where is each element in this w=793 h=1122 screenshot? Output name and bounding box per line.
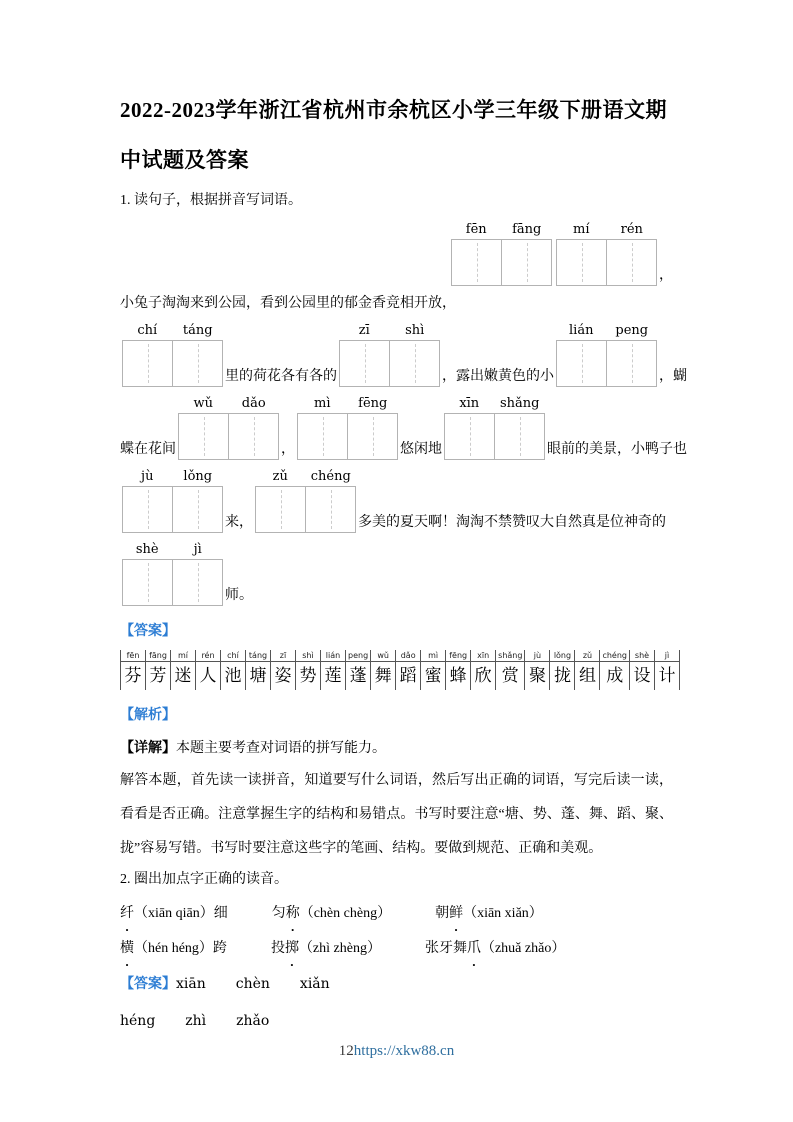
answer-character: 组	[578, 666, 596, 685]
pinyin-syllable: shì	[405, 323, 425, 338]
answer-cell	[270, 650, 295, 690]
sentence-text: 里的荷花各有各的	[225, 369, 337, 384]
pinyin-label	[556, 322, 657, 340]
answer-character: 芳	[149, 666, 167, 685]
pinyin-syllable: jì	[193, 542, 202, 557]
pinyin-syllable: dǎo	[241, 396, 266, 411]
sentence-text: 来，	[225, 515, 253, 530]
dotted-character: 横	[120, 941, 134, 956]
sentence-text: ，露出嫩黄色的小	[442, 369, 554, 384]
writing-cell	[557, 240, 607, 285]
pinyin-writing-grid	[297, 395, 398, 460]
answer-pinyin-value: xiǎn	[299, 976, 330, 992]
q1-answer-strip	[120, 650, 680, 690]
answer-pinyin: mì	[421, 650, 445, 662]
q2-rows	[120, 903, 673, 960]
writing-cell	[173, 560, 222, 605]
answer-cell	[295, 650, 320, 690]
answer-character: 蓬	[349, 666, 367, 685]
writing-cell	[607, 341, 656, 386]
writing-cell	[607, 240, 656, 285]
answer-cell	[370, 650, 395, 690]
writing-boxes	[451, 239, 552, 286]
answer-character: 池	[224, 666, 242, 685]
pinyin-label	[122, 322, 223, 340]
writing-cell	[452, 240, 502, 285]
answer-pinyin: wǔ	[371, 650, 395, 662]
sentence-text: 蝶在花间	[120, 442, 176, 457]
answer-character: 蜂	[449, 666, 467, 685]
answer-character: 芬	[124, 666, 142, 685]
pinyin-syllable: xīn	[459, 396, 480, 411]
answer-pinyin: rén	[196, 650, 220, 662]
pronunciation-choice	[272, 906, 391, 921]
pinyin-syllable: mì	[314, 396, 331, 411]
writing-cell	[123, 341, 173, 386]
sentence-text: ，	[281, 442, 295, 457]
pronunciation-choice	[120, 906, 228, 921]
q1-analysis-label: 【解析】	[120, 708, 176, 723]
page-title: 2022-2023学年浙江省杭州市余杭区小学三年级下册语文期中试题及答案	[120, 98, 667, 172]
answer-pinyin-value: chèn	[235, 976, 270, 992]
writing-boxes	[444, 413, 545, 460]
answer-character: 欣	[474, 666, 492, 685]
pinyin-syllable: fāng	[512, 222, 542, 237]
answer-character: 莲	[324, 666, 342, 685]
answer-pinyin: jù	[525, 650, 549, 662]
writing-cell	[173, 487, 222, 532]
writing-cell	[557, 341, 607, 386]
answer-pinyin: lián	[321, 650, 345, 662]
answer-pinyin-value: héng	[120, 1013, 156, 1029]
question-sentence-line	[120, 322, 687, 387]
answer-character: 计	[658, 666, 676, 685]
q2-option-line	[120, 903, 673, 925]
pinyin-syllable: táng	[182, 323, 213, 338]
answer-pinyin: shè	[630, 650, 654, 662]
answer-cell	[654, 650, 680, 690]
answer-cell	[599, 650, 629, 690]
answer-pinyin: jì	[655, 650, 679, 662]
sentence-text: 师。	[225, 588, 253, 603]
pinyin-syllable: peng	[615, 323, 649, 338]
writing-boxes	[556, 239, 657, 286]
q1-prompt: 1. 读句子，根据拼音写词语。	[120, 193, 302, 208]
pinyin-syllable: chéng	[310, 469, 351, 484]
answer-pinyin: dǎo	[396, 650, 420, 662]
question-sentence-line	[120, 294, 673, 314]
answer-pinyin: chí	[221, 650, 245, 662]
pinyin-syllable: shǎng	[500, 396, 540, 411]
question-sentence-line	[120, 468, 673, 533]
q1-detail-line	[120, 738, 673, 760]
pinyin-syllable: wǔ	[193, 396, 213, 411]
answer-character: 蜜	[424, 666, 442, 685]
pinyin-writing-grid	[339, 322, 440, 387]
answer-pinyin: fēn	[121, 650, 145, 662]
dotted-character: 爪	[466, 941, 481, 956]
plain-text: 匀	[271, 906, 286, 921]
writing-cell	[256, 487, 306, 532]
q2-answers-row-0	[176, 977, 360, 992]
pinyin-writing-grid	[451, 221, 552, 286]
answer-cell	[120, 650, 145, 690]
q2-option-line	[120, 938, 673, 960]
q1-explanation-paragraph: 解答本题，首先读一读拼音，知道要写什么词语，然后写出正确的词语，写完后读一读，看看是否正确。注意掌握生字的结构和易错点。书写时要注意“塘、势、蓬、舞、蹈、聚、拢”容易写错。书写时要注意这些字的笔画、结构。要做到规范、正确和美观。	[120, 773, 673, 856]
answer-cell	[574, 650, 599, 690]
watermark-link[interactable]: https://xkw88.cn	[353, 1043, 455, 1059]
answer-cell	[420, 650, 445, 690]
sentence-text: 小兔子淘淘来到公园，看到公园里的郁金香竞相开放，	[120, 296, 456, 311]
answer-pinyin: peng	[348, 651, 369, 660]
pinyin-writing-grid	[444, 395, 545, 460]
q2-answers-row-1	[120, 1014, 299, 1029]
answer-cell	[549, 650, 574, 690]
pinyin-writing-grid	[255, 468, 356, 533]
answer-character: 塘	[249, 666, 267, 685]
writing-cell	[123, 560, 173, 605]
answer-pinyin: xīn	[471, 650, 495, 662]
pinyin-syllable: lián	[569, 323, 594, 338]
q1-answer-label: 【答案】	[120, 624, 176, 639]
answer-character: 成	[606, 666, 624, 685]
answer-pinyin: lǒng	[550, 650, 574, 662]
sentence-text: 眼前的美景，小鸭子也	[547, 442, 687, 457]
q1-rows	[120, 221, 687, 606]
pinyin-label	[556, 221, 657, 239]
answer-cell	[470, 650, 495, 690]
sentence-text: ，	[659, 268, 673, 283]
answer-character: 蹈	[399, 666, 417, 685]
answer-character: 拢	[553, 666, 571, 685]
writing-boxes	[178, 413, 279, 460]
answer-character: 姿	[274, 666, 292, 685]
pinyin-writing-grid	[122, 468, 223, 533]
pronunciation-choice	[120, 941, 227, 956]
writing-boxes	[339, 340, 440, 387]
writing-cell	[229, 414, 278, 459]
pinyin-syllable: shè	[135, 542, 159, 557]
answer-cell	[345, 650, 370, 690]
answer-character: 赏	[501, 666, 519, 685]
pinyin-label	[122, 468, 223, 486]
writing-boxes	[255, 486, 356, 533]
q2-answer-line-2	[120, 1011, 673, 1032]
plain-text: （zhuǎ zhǎo）	[480, 941, 566, 956]
dotted-character: 纤	[120, 906, 134, 921]
pinyin-label	[451, 221, 552, 239]
pinyin-syllable: fēn	[465, 222, 487, 237]
pinyin-label	[444, 395, 545, 413]
q2-prompt: 2. 圈出加点字正确的读音。	[120, 872, 288, 887]
pinyin-syllable: rén	[620, 222, 643, 237]
answer-character: 人	[199, 666, 217, 685]
answer-pinyin: zǔ	[575, 650, 599, 662]
answer-pinyin: shì	[296, 650, 320, 662]
writing-boxes	[556, 340, 657, 387]
pinyin-syllable: mí	[573, 222, 590, 237]
answer-pinyin: chéng	[602, 651, 627, 660]
writing-cell	[173, 341, 222, 386]
writing-boxes	[122, 559, 223, 606]
writing-boxes	[122, 340, 223, 387]
answer-cell	[524, 650, 549, 690]
writing-cell	[298, 414, 348, 459]
pronunciation-choice	[435, 906, 543, 921]
plain-text: 投	[270, 941, 285, 956]
writing-cell	[502, 240, 551, 285]
answer-pinyin: táng	[246, 650, 270, 662]
answer-character: 迷	[174, 666, 192, 685]
answer-pinyin-value: zhǎo	[236, 1013, 270, 1029]
answer-character: 势	[299, 666, 317, 685]
plain-text: （hén héng）跨	[134, 941, 227, 956]
pinyin-writing-grid	[178, 395, 279, 460]
answer-pinyin-value: xiān	[176, 976, 206, 992]
pronunciation-choice	[425, 941, 565, 956]
plain-text: 朝	[435, 906, 450, 921]
writing-cell	[445, 414, 495, 459]
pinyin-label	[178, 395, 279, 413]
answer-cell	[245, 650, 270, 690]
answer-pinyin: mí	[171, 650, 195, 662]
writing-cell	[340, 341, 390, 386]
pinyin-writing-grid	[556, 221, 657, 286]
writing-cell	[495, 414, 544, 459]
writing-cell	[306, 487, 355, 532]
answer-pinyin: shǎng	[498, 651, 523, 660]
pinyin-writing-grid	[122, 322, 223, 387]
q2-answer-label: 【答案】	[120, 977, 176, 992]
question-sentence-line	[120, 541, 673, 606]
detail-text: 本题主要考查对词语的拼写能力。	[176, 741, 386, 756]
answer-cell	[220, 650, 245, 690]
pinyin-label	[122, 541, 223, 559]
pronunciation-choice	[271, 941, 381, 956]
question-sentence-line	[120, 221, 673, 286]
plain-text: （xiān qiān）细	[134, 906, 228, 921]
pinyin-syllable: zǔ	[272, 469, 288, 484]
sentence-text: ，蝴	[659, 369, 687, 384]
plain-text: 张牙舞	[424, 941, 467, 956]
answer-cell	[145, 650, 170, 690]
sentence-text: 悠闲地	[400, 442, 442, 457]
page-number: 12	[338, 1043, 354, 1059]
detail-label: 【详解】	[120, 741, 176, 756]
dotted-character: 掷	[284, 941, 299, 956]
pinyin-label	[255, 468, 356, 486]
answer-pinyin-value: zhì	[185, 1013, 207, 1029]
answer-character: 聚	[528, 666, 546, 685]
writing-cell	[390, 341, 439, 386]
answer-pinyin: zī	[271, 650, 295, 662]
pinyin-syllable: jù	[141, 469, 154, 484]
pinyin-label	[339, 322, 440, 340]
page-footer	[0, 1042, 793, 1060]
q2-answer-line-1	[120, 974, 673, 995]
writing-cell	[179, 414, 229, 459]
answer-cell	[629, 650, 654, 690]
dotted-character: 鲜	[449, 906, 464, 921]
writing-boxes	[297, 413, 398, 460]
pinyin-syllable: zī	[358, 323, 370, 338]
answer-character: 舞	[374, 666, 392, 685]
pinyin-syllable: fēng	[358, 396, 388, 411]
pinyin-writing-grid	[556, 322, 657, 387]
pinyin-syllable: chí	[137, 323, 158, 338]
sentence-text: 多美的夏天啊！淘淘不禁赞叹大自然真是位神奇的	[358, 515, 666, 530]
pinyin-label	[297, 395, 398, 413]
question-sentence-line	[120, 395, 687, 460]
plain-text: （zhì zhèng）	[298, 941, 381, 956]
answer-cell	[320, 650, 345, 690]
answer-cell	[170, 650, 195, 690]
plain-text: （chèn chèng）	[299, 906, 392, 921]
pinyin-writing-grid	[122, 541, 223, 606]
writing-cell	[123, 487, 173, 532]
answer-pinyin: fāng	[146, 650, 170, 662]
pinyin-syllable: lǒng	[183, 469, 213, 484]
answer-cell	[495, 650, 524, 690]
answer-pinyin: fēng	[446, 650, 470, 662]
plain-text: （xiān xiǎn）	[463, 906, 543, 921]
answer-cell	[445, 650, 470, 690]
dotted-character: 称	[285, 906, 300, 921]
answer-character: 设	[633, 666, 651, 685]
answer-cell	[195, 650, 220, 690]
writing-boxes	[122, 486, 223, 533]
answer-cell	[395, 650, 420, 690]
writing-cell	[348, 414, 397, 459]
